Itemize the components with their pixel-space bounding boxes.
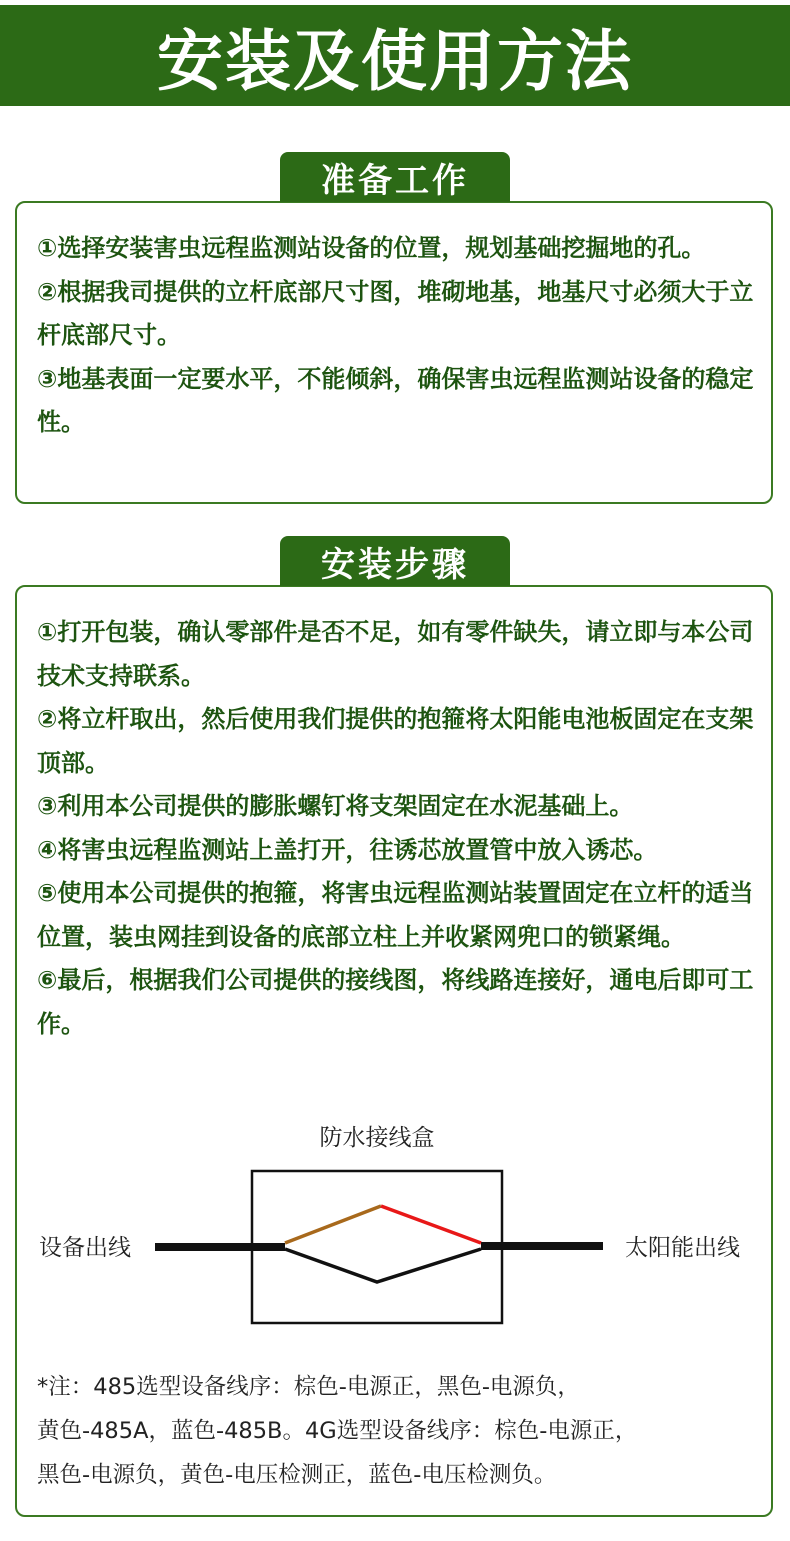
- title-banner: [0, 5, 790, 106]
- solar-output-label: 太阳能出线: [625, 1234, 740, 1260]
- note-line: 黑色-电源负，黄色-电压检测正，蓝色-电压检测负。: [37, 1462, 557, 1488]
- junction-box-label: 防水接线盒: [319, 1124, 435, 1150]
- installation-item: ④将害虫远程监测站上盖打开，往诱芯放置管中放入诱芯。: [37, 835, 658, 864]
- note-line: *注：485选型设备线序：棕色-电源正，黑色-电源负，: [37, 1374, 580, 1400]
- note-line: 黄色-485A，蓝色-485B。4G选型设备线序：棕色-电源正，: [37, 1418, 638, 1444]
- page-title: 安装及使用方法: [157, 23, 633, 100]
- installation-item: ①打开包装，确认零部件是否不足，如有零件缺失，请立即与本公司技术支持联系。: [37, 618, 754, 690]
- preparation-list: [37, 227, 757, 445]
- device-output-label: 设备出线: [39, 1234, 131, 1260]
- installation-box: [15, 585, 773, 1517]
- installation-heading: 安装步骤: [280, 536, 510, 586]
- junction-box: [252, 1171, 502, 1323]
- wiring-note: [37, 1365, 762, 1497]
- installation-item: ③利用本公司提供的膨胀螺钉将支架固定在水泥基础上。: [37, 792, 634, 820]
- preparation-item: ②根据我司提供的立杆底部尺寸图，堆砌地基，地基尺寸必须大于立杆底部尺寸。: [37, 277, 754, 349]
- preparation-item: ③地基表面一定要水平，不能倾斜，确保害虫远程监测站设备的稳定性。: [37, 364, 754, 436]
- installation-item: ②将立杆取出，然后使用我们提供的抱箍将太阳能电池板固定在支架顶部。: [37, 705, 754, 777]
- installation-item: ⑤使用本公司提供的抱箍，将害虫远程监测站装置固定在立杆的适当位置，装虫网挂到设备的底部立柱上并收紧网兜口的锁紧绳。: [37, 879, 754, 951]
- preparation-box: [15, 201, 773, 504]
- preparation-item: ①选择安装害虫远程监测站设备的位置，规划基础挖掘地的孔。: [37, 234, 706, 262]
- preparation-heading: 准备工作: [280, 152, 510, 202]
- installation-item: ⑥最后，根据我们公司提供的接线图，将线路连接好，通电后即可工作。: [37, 966, 754, 1038]
